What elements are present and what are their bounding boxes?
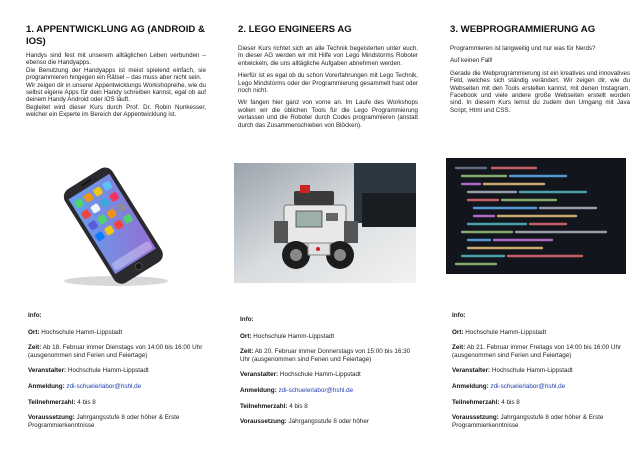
- info-anmeldung: Anmeldung: zdi-schuelerlabor@hshl.de: [240, 386, 354, 394]
- email-link[interactable]: zdi-schuelerlabor@hshl.de: [490, 382, 566, 390]
- paragraph: Begleitet wird dieser Kurs durch Prof. Dr. Robin Nunkesser, welcher ein Experte im Bereich der Appentwicklung ist.: [26, 103, 206, 119]
- email-link[interactable]: zdi-schuelerlabor@hshl.de: [278, 386, 354, 394]
- paragraph: Hierfür ist es egal ob du schon Vorerfahrungen mit Lego Technik, Lego Mindstorms oder der Programmierung gesammelt hast oder noch nicht.: [238, 72, 418, 95]
- info-teilnehmerzahl: Teilnehmerzahl: 4 bis 8: [28, 398, 96, 406]
- info-header: Info:: [28, 312, 42, 319]
- paragraph: Wir zeigen dir in unserer Appentwicklungs Workshopreihe, wie du selbst eigene Apps für dein Handy schreiben kannst, egal ob auf deinem Handy Android oder iOS läuft.: [26, 81, 206, 104]
- code-screen-image: [446, 158, 626, 274]
- info-zeit: Zeit: Ab 21. Februar immer Freitags von 14:00 bis 16:00 Uhr (ausgenommen sind Ferien und Feiertage): [452, 344, 622, 359]
- course-description: [26, 52, 206, 119]
- info-voraussetzung: Voraussetzung: Jahrgangsstufe 8 oder höher: [240, 418, 370, 426]
- smartphone-image: [48, 165, 178, 290]
- info-anmeldung: Anmeldung: zdi-schuelerlabor@hshl.de: [452, 382, 566, 390]
- info-voraussetzung: Voraussetzung: Jahrgangsstufe 8 oder höher & Erste Programmierkenntnisse: [452, 414, 604, 429]
- info-teilnehmerzahl: Teilnehmerzahl: 4 bis 8: [452, 398, 520, 406]
- course-description: [450, 45, 630, 119]
- info-block: [452, 312, 630, 437]
- course-title: 3. WEBPROGRAMMIERUNG AG: [450, 24, 596, 35]
- course-title: 1. APPENTWICKLUNG AG (ANDROID & IOS): [26, 24, 205, 47]
- info-header: Info:: [240, 316, 254, 323]
- course-column-web: [442, 0, 632, 455]
- info-header: Info:: [452, 312, 466, 319]
- info-zeit: Zeit: Ab 18. Februar immer Dienstags von 14:00 bis 16:00 Uhr (ausgenommen sind Ferien und Feiertage): [28, 344, 203, 359]
- paragraph: Auf keinen Fall!: [450, 57, 493, 65]
- info-veranstalter: Veranstalter: Hochschule Hamm-Lippstadt: [240, 371, 361, 379]
- info-veranstalter: Veranstalter: Hochschule Hamm-Lippstadt: [452, 367, 573, 375]
- info-zeit: Zeit: Ab 20. Februar immer Donnerstags von 15:00 bis 16:30 Uhr (ausgenommen sind Ferien und Feiertage): [240, 348, 411, 363]
- paragraph: Programmieren ist langweilig und nur was für Nerds?: [450, 45, 596, 52]
- course-description: [238, 45, 418, 134]
- info-anmeldung: Anmeldung: zdi-schuelerlabor@hshl.de: [28, 382, 142, 390]
- course-title: 2. LEGO ENGINEERS AG: [238, 24, 352, 35]
- paragraph: Gerade die Webprogrammierung ist ein kreatives und innovatives Feld, welches sich ständig verändert. Wir zeigen dir, wie du Webseiten mit den Tools erstellen kannst, mit denen Instagram, Facebook und viele andere große Webseiten erstellt worden sind. In diesem Kurs lernst du zudem den Umgang mit Java Script, Html und CSS.: [450, 69, 630, 114]
- paragraph: Dieser Kurs richtet sich an alle Technik begeisterten unter euch. In dieser AG werden wir mit Hilfe von Lego Mindstorms Roboter entwickeln, die uns alltägliche Aufgaben abnehmen werden.: [238, 45, 418, 67]
- info-ort: Ort: Hochschule Hamm-Lippstadt: [240, 332, 335, 340]
- course-column-lego: [230, 0, 420, 455]
- paragraph: Wir fangen hier ganz von vorne an. Im Laufe des Workshops wollen wir die üblichen Tools für die Lego Programmierung verlassen und die Roboter durch Codes programmieren (anstatt durch das Zusammenschieben von Blöcken).: [238, 99, 418, 129]
- lego-robot-image: [234, 163, 416, 283]
- paragraph: Die Benutzung der Handyapps ist meist spielend einfach, sie programmieren hingegen ein Rätsel – das muss aber nicht sein.: [26, 66, 206, 82]
- info-ort: Ort: Hochschule Hamm-Lippstadt: [452, 328, 547, 336]
- info-veranstalter: Veranstalter: Hochschule Hamm-Lippstadt: [28, 367, 149, 375]
- email-link[interactable]: zdi-schuelerlabor@hshl.de: [66, 382, 142, 390]
- paragraph: Handys sind fest mit unserem alltäglichen Leben verbunden – ebenso die Handyapps.: [26, 52, 206, 67]
- info-voraussetzung: Voraussetzung: Jahrgangsstufe 8 oder höher & Erste Programmierkenntnisse: [28, 414, 180, 429]
- info-ort: Ort: Hochschule Hamm-Lippstadt: [28, 328, 123, 336]
- info-block: [28, 312, 206, 437]
- info-block: [240, 316, 418, 434]
- course-column-app: [18, 0, 208, 455]
- info-teilnehmerzahl: Teilnehmerzahl: 4 bis 8: [240, 402, 308, 410]
